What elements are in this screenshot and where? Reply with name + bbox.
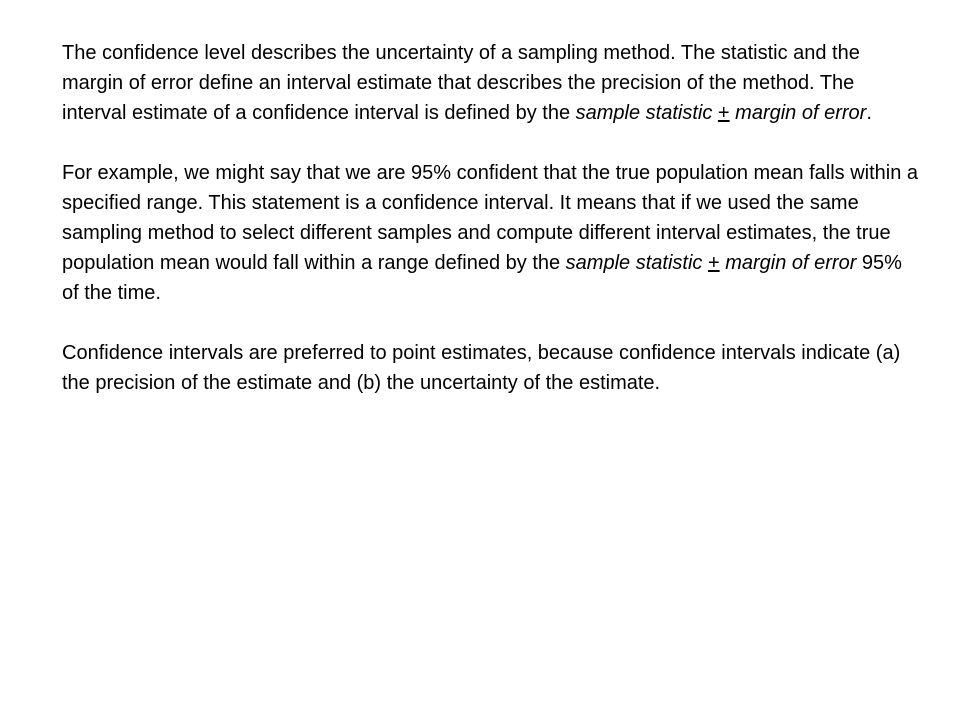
paragraph-confidence-level [62, 38, 922, 128]
p2-italic-margin-of-error: margin of error [725, 252, 857, 274]
p2-plus-minus: + [707, 252, 720, 274]
p3-text: Confidence intervals are preferred to point estimates, because confidence intervals indicate (a) the precision of the estimate and (b) the uncertainty of the estimate. [62, 342, 901, 394]
p1-italic-margin-of-error: margin of error [735, 102, 867, 124]
body-text [62, 38, 922, 398]
p2-text-start: For example, we might say that we are 95% confident that the true population mean falls within a specified range. This statement is a confidence interval. It means that if we used the same sampling method to select different samples and compute different interval estimates, the true population mean would fall within a range defined by the [62, 162, 919, 274]
paragraph-example [62, 158, 922, 308]
p1-plus-minus: + [717, 102, 730, 124]
p2-italic-sample-statistic: sample statistic [565, 252, 703, 274]
paragraph-preference [62, 338, 922, 398]
p1-text-start: The confidence level describes the uncertainty of a sampling method. The statistic and the margin of error define an interval estimate that describes the precision of the method. The interval estimate of a confidence interval is defined by the [62, 42, 860, 124]
p1-text-end: . [866, 102, 872, 124]
p2-text-end: 95% of the time. [62, 252, 902, 304]
p1-italic-sample-statistic: sample statistic [575, 102, 713, 124]
